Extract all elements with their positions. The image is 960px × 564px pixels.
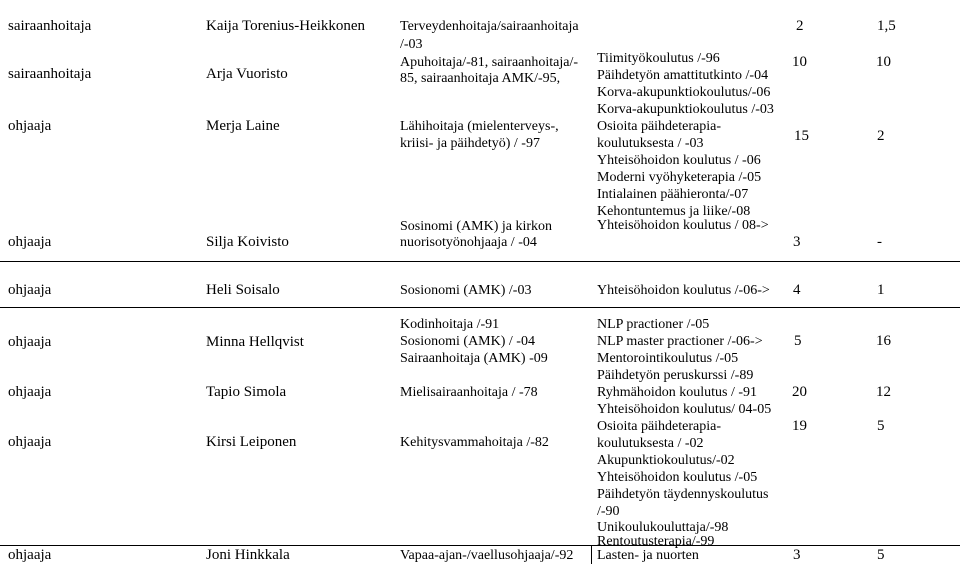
training-line: Akupunktiokoulutus/-02	[597, 453, 735, 468]
column-divider	[591, 545, 592, 564]
education-line: 85, sairaanhoitaja AMK/-95,	[400, 71, 561, 86]
role-cell: ohjaaja	[8, 234, 52, 250]
training-line: Osioita päihdeterapia-	[597, 119, 722, 134]
name-cell: Tapio Simola	[206, 384, 287, 400]
training-line: Mentorointikoulutus /-05	[597, 351, 739, 366]
training-line: Tiimityökoulutus /-96	[597, 51, 720, 66]
years-cell-2: 1,5	[877, 18, 896, 34]
row-divider	[0, 261, 960, 262]
training-line: Unikoulukouluttaja/-98	[597, 520, 729, 535]
years-cell: 20	[792, 384, 807, 400]
training-line: NLP master practioner /-06->	[597, 334, 763, 349]
training-line: Ryhmähoidon koulutus / -91	[597, 385, 758, 400]
training-line: Yhteisöhoidon koulutus / 08->	[597, 218, 769, 233]
role-cell: sairaanhoitaja	[8, 18, 92, 34]
name-cell: Kaija Torenius-Heikkonen	[206, 18, 366, 34]
training-line: Korva-akupunktiokoulutus /-03	[597, 102, 774, 117]
training-line: koulutuksesta / -03	[597, 136, 704, 151]
education-line: Vapaa-ajan-/vaellusohjaaja/-92	[400, 548, 574, 563]
training-line: Lasten- ja nuorten	[597, 548, 699, 563]
role-cell: sairaanhoitaja	[8, 66, 92, 82]
years-cell-2: 1	[877, 282, 885, 298]
training-line: Yhteisöhoidon koulutus / -06	[597, 153, 761, 168]
training-line: Yhteisöhoidon koulutus /-06->	[597, 283, 770, 298]
years-cell: 5	[794, 333, 802, 349]
education-line: nuorisotyönohjaaja / -04	[400, 235, 537, 250]
training-line: /-90	[597, 504, 620, 519]
name-cell: Minna Hellqvist	[206, 334, 304, 350]
training-line: Päihdetyön peruskurssi /-89	[597, 368, 754, 383]
years-cell-2: 5	[877, 418, 885, 434]
education-line: Sosinomi (AMK) ja kirkon	[400, 219, 553, 234]
education-line: Kehitysvammahoitaja /-82	[400, 435, 549, 450]
years-cell: 3	[793, 547, 801, 563]
years-cell: 3	[793, 234, 801, 250]
name-cell: Arja Vuoristo	[206, 66, 288, 82]
name-cell: Merja Laine	[206, 118, 280, 134]
row-divider	[0, 545, 960, 546]
training-line: Osioita päihdeterapia-	[597, 419, 722, 434]
years-cell-2: 5	[877, 547, 885, 563]
role-cell: ohjaaja	[8, 434, 52, 450]
row-divider	[0, 307, 960, 308]
education-line: Lähihoitaja (mielenterveys-,	[400, 119, 559, 134]
name-cell: Heli Soisalo	[206, 282, 280, 298]
years-cell-2: 12	[876, 384, 891, 400]
role-cell: ohjaaja	[8, 334, 52, 350]
education-line: Apuhoitaja/-81, sairaanhoitaja/-	[400, 55, 579, 70]
role-cell: ohjaaja	[8, 282, 52, 298]
training-line: Päihdetyön amattitutkinto /-04	[597, 68, 769, 83]
education-line: Kodinhoitaja /-91	[400, 317, 500, 332]
years-cell-2: -	[877, 234, 882, 250]
training-line: Moderni vyöhyketerapia /-05	[597, 170, 762, 185]
education-line: /-03	[400, 37, 423, 52]
education-line: Terveydenhoitaja/sairaanhoitaja	[400, 19, 579, 34]
years-cell-2: 10	[876, 54, 891, 70]
education-line: Sairaanhoitaja (AMK) -09	[400, 351, 548, 366]
name-cell: Silja Koivisto	[206, 234, 289, 250]
training-line: Rentoutusterapia/-99	[597, 534, 715, 549]
years-cell: 4	[793, 282, 801, 298]
name-cell: Joni Hinkkala	[206, 547, 290, 563]
training-line: Korva-akupunktiokoulutus/-06	[597, 85, 771, 100]
years-cell: 10	[792, 54, 807, 70]
training-line: NLP practioner /-05	[597, 317, 710, 332]
education-line: kriisi- ja päihdetyö) / -97	[400, 136, 540, 151]
education-line: Sosionomi (AMK) / -04	[400, 334, 535, 349]
years-cell: 2	[796, 18, 804, 34]
role-cell: ohjaaja	[8, 384, 52, 400]
education-line: Sosionomi (AMK) /-03	[400, 283, 532, 298]
years-cell-2: 16	[876, 333, 891, 349]
training-line: Kehontuntemus ja liike/-08	[597, 204, 751, 219]
training-line: Päihdetyön täydennyskoulutus	[597, 487, 769, 502]
training-line: Intialainen päähieronta/-07	[597, 187, 749, 202]
training-line: koulutuksesta / -02	[597, 436, 704, 451]
training-line: Yhteisöhoidon koulutus /-05	[597, 470, 758, 485]
education-line: Mielisairaanhoitaja / -78	[400, 385, 538, 400]
role-cell: ohjaaja	[8, 118, 52, 134]
years-cell: 15	[794, 128, 809, 144]
years-cell-2: 2	[877, 128, 885, 144]
years-cell: 19	[792, 418, 807, 434]
name-cell: Kirsi Leiponen	[206, 434, 297, 450]
role-cell: ohjaaja	[8, 547, 52, 563]
training-line: Yhteisöhoidon koulutus/ 04-05	[597, 402, 772, 417]
